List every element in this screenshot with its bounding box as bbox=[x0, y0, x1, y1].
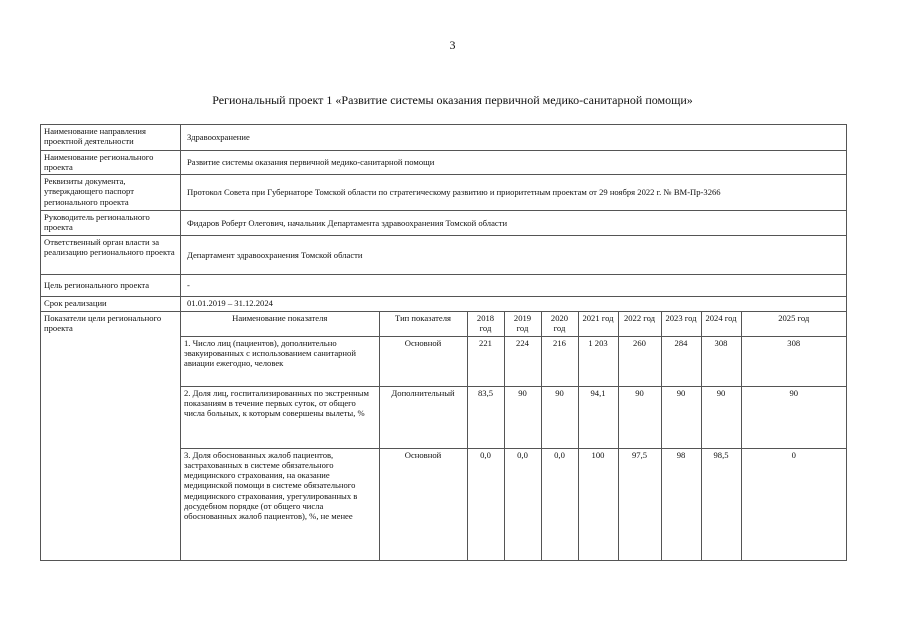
row-label: Реквизиты документа, утверждающего паспорт регионального проекта bbox=[41, 175, 181, 211]
table-row bbox=[181, 386, 846, 448]
row-label: Руководитель регионального проекта bbox=[41, 211, 181, 236]
indicator-value: 221 bbox=[467, 336, 504, 386]
indicator-type: Основной bbox=[379, 448, 467, 560]
row-value: 01.01.2019 – 31.12.2024 bbox=[181, 297, 847, 312]
table-row bbox=[41, 125, 847, 151]
header-indicator-type: Тип показателя bbox=[379, 312, 467, 336]
indicator-value: 90 bbox=[741, 386, 846, 448]
header-year: 2020 год bbox=[541, 312, 578, 336]
indicator-value: 98,5 bbox=[701, 448, 741, 560]
table-row bbox=[41, 275, 847, 297]
indicator-value: 97,5 bbox=[618, 448, 661, 560]
indicator-value: 83,5 bbox=[467, 386, 504, 448]
indicator-value: 94,1 bbox=[578, 386, 618, 448]
indicator-value: 90 bbox=[541, 386, 578, 448]
indicator-value: 98 bbox=[661, 448, 701, 560]
passport-table bbox=[40, 124, 847, 561]
row-value: Здравоохранение bbox=[181, 125, 847, 151]
indicator-value: 260 bbox=[618, 336, 661, 386]
indicator-name: 3. Доля обоснованных жалоб пациентов, застрахованных в системе обязательного медицинского страхования, на оказание медицинской помощи в системе обязательного медицинского страхования, урегулированных в досудебном порядке (от общего числа обоснованных жалоб пациентов), %, не менее bbox=[181, 448, 379, 560]
header-year: 2022 год bbox=[618, 312, 661, 336]
row-label: Наименование направления проектной деятельности bbox=[41, 125, 181, 151]
page-number: 3 bbox=[449, 38, 456, 52]
table-row bbox=[41, 297, 847, 312]
indicator-value: 0 bbox=[741, 448, 846, 560]
indicator-value: 0,0 bbox=[541, 448, 578, 560]
indicator-value: 90 bbox=[701, 386, 741, 448]
table-row bbox=[41, 312, 847, 561]
row-label: Цель регионального проекта bbox=[41, 275, 181, 297]
header-year: 2024 год bbox=[701, 312, 741, 336]
row-label: Ответственный орган власти за реализацию регионального проекта bbox=[41, 236, 181, 275]
row-value: Развитие системы оказания первичной медико-санитарной помощи bbox=[181, 151, 847, 175]
table-row bbox=[41, 175, 847, 211]
header-year: 2021 год bbox=[578, 312, 618, 336]
row-label: Наименование регионального проекта bbox=[41, 151, 181, 175]
header-year: 2025 год bbox=[741, 312, 846, 336]
table-row bbox=[41, 236, 847, 275]
header-indicator-name: Наименование показателя bbox=[181, 312, 379, 336]
indicator-value: 284 bbox=[661, 336, 701, 386]
table-row bbox=[41, 211, 847, 236]
table-row bbox=[41, 151, 847, 175]
header-year: 2018 год bbox=[467, 312, 504, 336]
indicators-header-row bbox=[181, 312, 846, 336]
indicators-table bbox=[181, 312, 846, 560]
row-value: Протокол Совета при Губернаторе Томской области по стратегическому развитию и приоритетным проектам от 29 ноября 2022 г. № ВМ-Пр-3266 bbox=[181, 175, 847, 211]
row-value: Фидаров Роберт Олегович, начальник Департамента здравоохранения Томской области bbox=[181, 211, 847, 236]
document-title: Региональный проект 1 «Развитие системы оказания первичной медико-санитарной помощи» bbox=[212, 93, 693, 107]
row-label: Показатели цели регионального проекта bbox=[41, 312, 181, 561]
indicator-value: 90 bbox=[661, 386, 701, 448]
indicator-value: 90 bbox=[618, 386, 661, 448]
header-year: 2023 год bbox=[661, 312, 701, 336]
indicator-value: 0,0 bbox=[504, 448, 541, 560]
indicators-cell bbox=[181, 312, 847, 561]
indicator-value: 1 203 bbox=[578, 336, 618, 386]
indicator-type: Основной bbox=[379, 336, 467, 386]
header-year: 2019 год bbox=[504, 312, 541, 336]
indicator-value: 308 bbox=[701, 336, 741, 386]
indicator-value: 224 bbox=[504, 336, 541, 386]
row-value: - bbox=[181, 275, 847, 297]
table-row bbox=[181, 336, 846, 386]
row-label: Срок реализации bbox=[41, 297, 181, 312]
indicator-value: 216 bbox=[541, 336, 578, 386]
indicator-type: Дополнительный bbox=[379, 386, 467, 448]
indicator-value: 90 bbox=[504, 386, 541, 448]
indicator-value: 308 bbox=[741, 336, 846, 386]
row-value: Департамент здравоохранения Томской области bbox=[181, 236, 847, 275]
table-row bbox=[181, 448, 846, 560]
indicator-name: 2. Доля лиц, госпитализированных по экстренным показаниям в течение первых суток, от общего числа больных, к которым совершены вылеты, % bbox=[181, 386, 379, 448]
indicator-name: 1. Число лиц (пациентов), дополнительно эвакуированных с использованием санитарной авиации ежегодно, человек bbox=[181, 336, 379, 386]
indicator-value: 100 bbox=[578, 448, 618, 560]
indicator-value: 0,0 bbox=[467, 448, 504, 560]
